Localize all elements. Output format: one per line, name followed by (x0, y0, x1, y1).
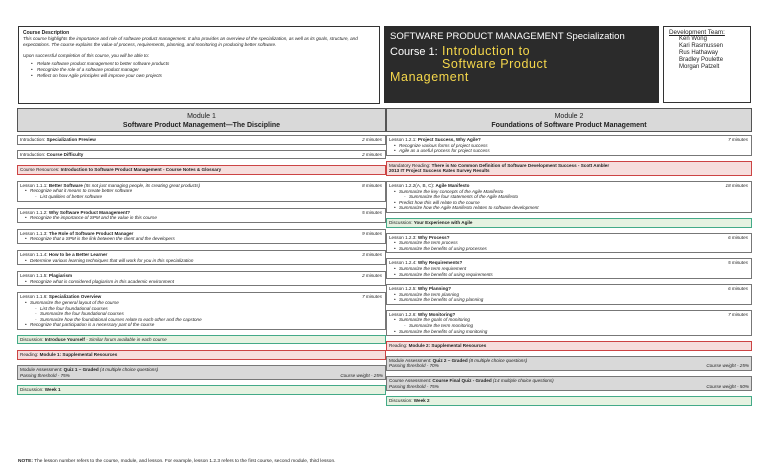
item-title: Quiz 1 – Graded (63, 367, 99, 373)
module-title: Foundations of Software Product Management (491, 122, 647, 129)
objective: • Recognize that a SPM is the link between the client and the developers (20, 236, 383, 242)
objective: • Summarize the term planning (389, 292, 749, 298)
item-type: Lesson 1.2.5: (389, 286, 418, 292)
item-title: Agile Manifesto (435, 182, 470, 188)
assessment-details (389, 363, 749, 369)
specialization-title: SOFTWARE PRODUCT MANAGEMENT Specialization (390, 31, 625, 42)
schedule-item (386, 135, 752, 156)
item-type: Course Resources: (20, 167, 61, 173)
objectives-list (389, 317, 749, 334)
objectives-list (20, 215, 383, 221)
schedule-item (17, 292, 386, 330)
item-title: Why Monitoring? (417, 311, 456, 317)
schedule-item (386, 341, 752, 351)
item-type: Introduction: (20, 151, 47, 157)
item-title: Course Difficulty (46, 151, 84, 157)
course-number: Course 1: (390, 46, 438, 58)
description-heading: Course Description (23, 30, 70, 36)
module-2-column (386, 108, 752, 406)
item-title: How to be a Better Learner (48, 251, 108, 257)
course-description (18, 26, 380, 104)
objective: • Determine various learning techniques that will work for you in this specialization (20, 258, 383, 264)
item-type: Reading: (20, 352, 40, 358)
schedule-item (386, 218, 752, 228)
schedule-item (17, 385, 386, 395)
objective: • Summarize the benefits of using planning (389, 297, 749, 303)
item-title: Specialization Preview (46, 137, 96, 142)
item-note: - Similar forum available in each course (84, 336, 167, 342)
team-member: Morgan Patzelt (679, 64, 720, 70)
sub-objective: - List qualities of better software (20, 194, 383, 200)
team-heading: Development Team: (669, 29, 725, 36)
item-type: Introduction: (20, 137, 47, 142)
schedule-item (17, 271, 386, 286)
course-name-line: Software Product (442, 57, 548, 71)
module-number: Module 2 (554, 113, 584, 120)
item-title: Week 1 (44, 387, 61, 393)
item-duration: 9 minutes (362, 230, 382, 236)
item-title: Plagiarism (48, 273, 73, 279)
item-title: Why Requirements? (417, 260, 463, 266)
course-weight: Course weight - 50% (706, 383, 749, 389)
module-2-header (386, 108, 752, 132)
item-title: There is No Common Definition of Software Development Success - Scott Ambler (431, 162, 610, 168)
course-name-line: Introduction to (442, 44, 531, 58)
item-duration: 2 minutes (362, 273, 382, 279)
objectives-list (20, 236, 383, 242)
item-type: Discussion: (20, 387, 45, 393)
item-title-line (20, 152, 383, 158)
item-note: (Its not just managing people, its creating great products) (82, 182, 201, 188)
objectives-list (389, 266, 749, 277)
item-title: Why Process? (417, 234, 450, 240)
item-type: Reading: (389, 343, 409, 349)
course-name-line: Management (390, 70, 469, 84)
item-title-line (20, 352, 383, 358)
item-duration: 2 minutes (362, 151, 382, 157)
sub-objective: - Summarize the four statements of the Agile Manifesto (389, 194, 749, 200)
objective: • Summarize the benefits of using requirements (389, 272, 749, 278)
item-type: Module Assessment: (389, 357, 433, 363)
sub-objective: - Summarize how the foundational courses relate to each other and the capstone (20, 317, 383, 323)
assessment-details (389, 384, 749, 390)
description-intro: Upon successful completion of this course, you will be able to: (23, 53, 150, 58)
outcome-item: • Recognize the role of a software product manager (23, 67, 375, 73)
item-type: Lesson 1.1.2: (20, 209, 49, 215)
schedule-item (17, 181, 386, 202)
item-title-cont: 2013 IT Project Success Rates Survey Results (389, 168, 490, 174)
item-title: Introduce Yourself (44, 336, 85, 342)
schedule-item (386, 396, 752, 406)
item-title-line (20, 337, 383, 343)
footnote (18, 459, 335, 464)
team-member: Rus Hathaway (679, 50, 719, 56)
assessment-details (20, 373, 383, 379)
item-duration: 7 minutes (362, 294, 382, 300)
objectives-list (20, 258, 383, 264)
item-title-line (389, 220, 749, 226)
passing-threshold: Passing threshold - 75% (389, 383, 439, 389)
objectives-list (20, 300, 383, 328)
team-member: Ken Wong (679, 36, 707, 42)
item-title: Why Software Product Management? (48, 209, 131, 215)
item-title: Course Final Quiz - Graded (432, 378, 492, 384)
item-type: Lesson 1.2.6: (389, 311, 418, 317)
item-type: Lesson 1.2.4: (389, 260, 418, 266)
item-duration: 6 minutes (728, 286, 748, 292)
objective: • Recognize what it means to create better software (20, 188, 383, 194)
objective: • Predict how this will relate to the course (389, 200, 749, 206)
schedule-item (386, 161, 752, 176)
item-type: Discussion: (20, 336, 45, 342)
schedule-item (386, 284, 752, 305)
schedule-item (17, 150, 386, 160)
item-type: Mandatory Reading: (389, 162, 432, 168)
item-duration: 8 minutes (362, 182, 382, 188)
description-body: This course highlights the importance and role of software product management. It also provides an overview of the specialization, as well as its goals, structure, and expectations. The course explains the value of process, requirements, planning, and monitoring in producing better software. (23, 36, 358, 47)
sub-objective: - Summarize the term monitoring (389, 323, 749, 329)
objectives-list (389, 240, 749, 251)
passing-threshold: Passing threshold - 75% (20, 372, 70, 378)
item-duration: 18 minutes (725, 182, 748, 188)
objective: • Recognize various forms of project success (389, 143, 749, 149)
note-text: The lesson number refers to the course, module, and lesson. For example, lesson 1.2.3 refers to the first course, second module, third lesson. (32, 459, 336, 464)
objective: • Recognize what is considered plagiarism in this academic environment (20, 279, 383, 285)
objective: • Summarize the term process (389, 240, 749, 246)
item-title: Module 1: Supplemental Resources (39, 352, 118, 358)
objectives-list (389, 143, 749, 154)
item-title: Introduction to Software Product Management - Course Notes & Glossary (60, 167, 222, 173)
item-type: Course Assessment: (389, 378, 433, 384)
item-duration: 7 minutes (728, 311, 748, 317)
item-title-line (389, 398, 749, 404)
schedule-item (17, 250, 386, 265)
objective: • Summarize the benefits of using processes (389, 246, 749, 252)
item-title: Why Planning? (417, 286, 452, 292)
schedule-item (17, 135, 386, 145)
item-type: Lesson 1.1.5: (20, 273, 49, 279)
item-title: Week 2 (413, 398, 430, 404)
objective: • Summarize the goals of monitoring (389, 317, 749, 323)
schedule-item (386, 258, 752, 279)
item-type: Lesson 1.1.6: (20, 294, 49, 300)
development-team (663, 26, 751, 103)
course-title-banner (384, 26, 659, 103)
objectives-list (20, 188, 383, 199)
schedule-item (17, 335, 386, 345)
passing-threshold: Passing threshold - 70% (389, 363, 439, 369)
item-note: (14 multiple choice questions) (491, 378, 554, 384)
module-2-items (386, 135, 752, 406)
schedule-item (17, 165, 386, 175)
schedule-item (386, 310, 752, 336)
item-duration: 3 minutes (362, 251, 382, 257)
module-number: Module 1 (187, 113, 216, 120)
item-duration: 2 minutes (362, 137, 382, 142)
module-title: Software Product Management—The Discipline (122, 122, 281, 129)
item-title-line (20, 387, 383, 393)
objective: • Summarize the benefits of using monitoring (389, 329, 749, 335)
item-title-line (20, 137, 383, 143)
course-weight: Course weight - 25% (340, 372, 383, 378)
item-type: Lesson 1.2.2(A, B, C): (389, 182, 436, 188)
item-title: Better Software (48, 182, 83, 188)
item-duration: 5 minutes (728, 260, 748, 266)
schedule-item (17, 229, 386, 244)
outcomes-list (23, 61, 375, 79)
schedule-item (17, 350, 386, 360)
item-title: Module 2: Supplemental Resources (408, 343, 487, 349)
objective: • Summarize the term requirement (389, 266, 749, 272)
note-label: NOTE: (18, 459, 33, 464)
objective: • Summarize the general layout of the course (20, 300, 383, 306)
item-title: Quiz 2 – Graded (432, 357, 468, 363)
sub-objective: - Summarize the four foundational courses (20, 311, 383, 317)
outcome-item: • Reflect on how Agile principles will improve your own projects (23, 73, 375, 79)
objectives-list (389, 292, 749, 303)
item-type: Lesson 1.2.3: (389, 234, 418, 240)
item-type: Lesson 1.2.1: (389, 137, 418, 142)
item-type: Lesson 1.1.3: (20, 230, 49, 236)
team-member: Bradley Poulette (679, 57, 724, 63)
module-1-header (17, 108, 386, 132)
outcome-item: • Relate software product management to better software products (23, 61, 375, 67)
objective: • Summarize how the Agile Manifesto relates to software development (389, 205, 749, 211)
item-type: Discussion: (389, 398, 414, 404)
schedule-item (386, 181, 752, 213)
objective: • Recognize that participation is a necessary part of the course (20, 322, 383, 328)
objective: • Recognize the importance of SPM and the value in this course (20, 215, 383, 221)
schedule-item (386, 233, 752, 254)
item-note: (4 multiple choice questions) (98, 367, 159, 373)
course-weight: Course weight - 25% (706, 363, 749, 369)
item-title: Your Experience with Agile (413, 219, 473, 225)
item-title: Project Success, Why Agile? (417, 137, 481, 142)
item-type: Lesson 1.1.4: (20, 251, 49, 257)
item-note: (8 multiple choice questions) (467, 357, 528, 363)
objectives-list (20, 279, 383, 285)
objective: • Summarize the key concepts of the Agile Manifesto (389, 189, 749, 195)
item-duration: 7 minutes (728, 137, 748, 142)
schedule-item (386, 376, 752, 391)
schedule-item (17, 208, 386, 223)
objective: • Agile as a useful process for project success (389, 148, 749, 154)
item-title-line (389, 343, 749, 349)
module-1-column (17, 108, 386, 395)
schedule-item (386, 356, 752, 371)
item-type: Discussion: (389, 219, 414, 225)
item-duration: 6 minutes (728, 234, 748, 240)
sub-objective: - List the four foundational courses (20, 306, 383, 312)
schedule-item (17, 365, 386, 380)
module-1-items (17, 135, 386, 395)
item-duration: 5 minutes (362, 209, 382, 215)
team-member: Kari Rasmussen (679, 43, 724, 49)
item-title-line (20, 167, 383, 173)
item-type: Module Assessment: (20, 367, 64, 373)
objectives-list (389, 189, 749, 211)
item-title: The Role of Software Product Manager (48, 230, 134, 236)
item-type: Lesson 1.1.1: (20, 182, 49, 188)
item-title: Specialization Overview (48, 294, 102, 300)
